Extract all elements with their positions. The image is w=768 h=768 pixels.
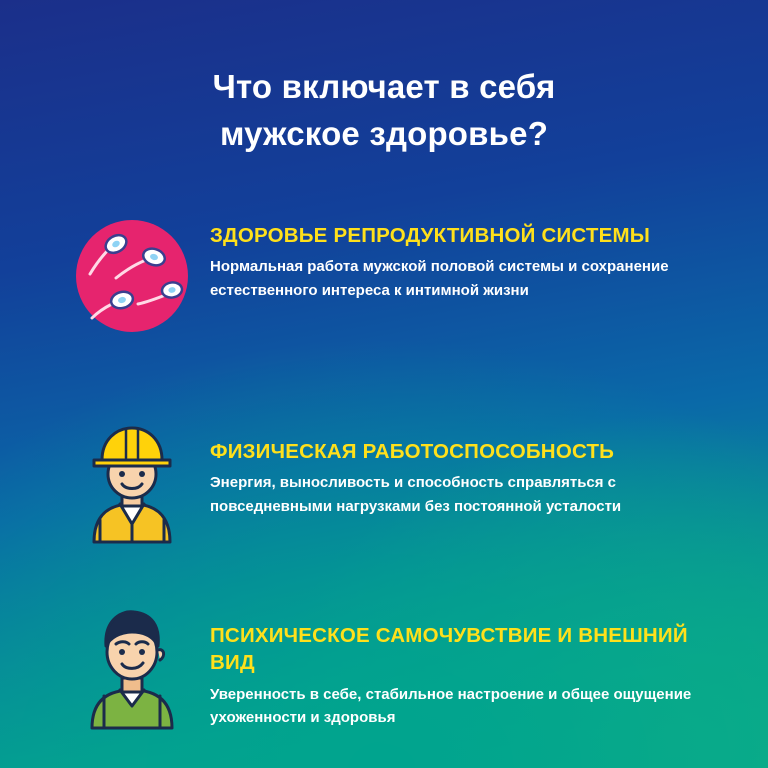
list-item-description: Энергия, выносливость и способность справляться с повседневными нагрузками без постоянной усталости <box>210 474 622 515</box>
list-item <box>0 404 768 558</box>
benefit-list <box>0 208 768 742</box>
list-item-title: ФИЗИЧЕСКАЯ РАБОТОСПОСОБНОСТЬ <box>210 440 615 463</box>
worker-hardhat-icon <box>68 404 196 558</box>
page-title <box>0 64 768 158</box>
man-portrait-icon <box>68 588 196 742</box>
list-item-text <box>196 588 714 729</box>
list-item <box>0 208 768 362</box>
page-title-line-2: мужское здоровье? <box>219 114 549 152</box>
list-item-title: ПСИХИЧЕСКОЕ САМОЧУВСТВИЕ И ВНЕШНИЙ ВИД <box>210 624 688 675</box>
sperm-cells-icon <box>68 208 196 362</box>
list-item <box>0 588 768 742</box>
page-title-line-1: Что включает в себя <box>212 68 556 105</box>
list-item-text <box>196 208 714 302</box>
list-item-description: Уверенность в себе, стабильное настроение и общее ощущение ухоженности и здоровья <box>210 685 692 726</box>
list-item-title: ЗДОРОВЬЕ РЕПРОДУКТИВНОЙ СИСТЕМЫ <box>210 224 651 247</box>
list-item-text <box>196 404 714 518</box>
list-item-description: Нормальная работа мужской половой системы и сохранение естественного интереса к интимной жизни <box>210 258 669 299</box>
